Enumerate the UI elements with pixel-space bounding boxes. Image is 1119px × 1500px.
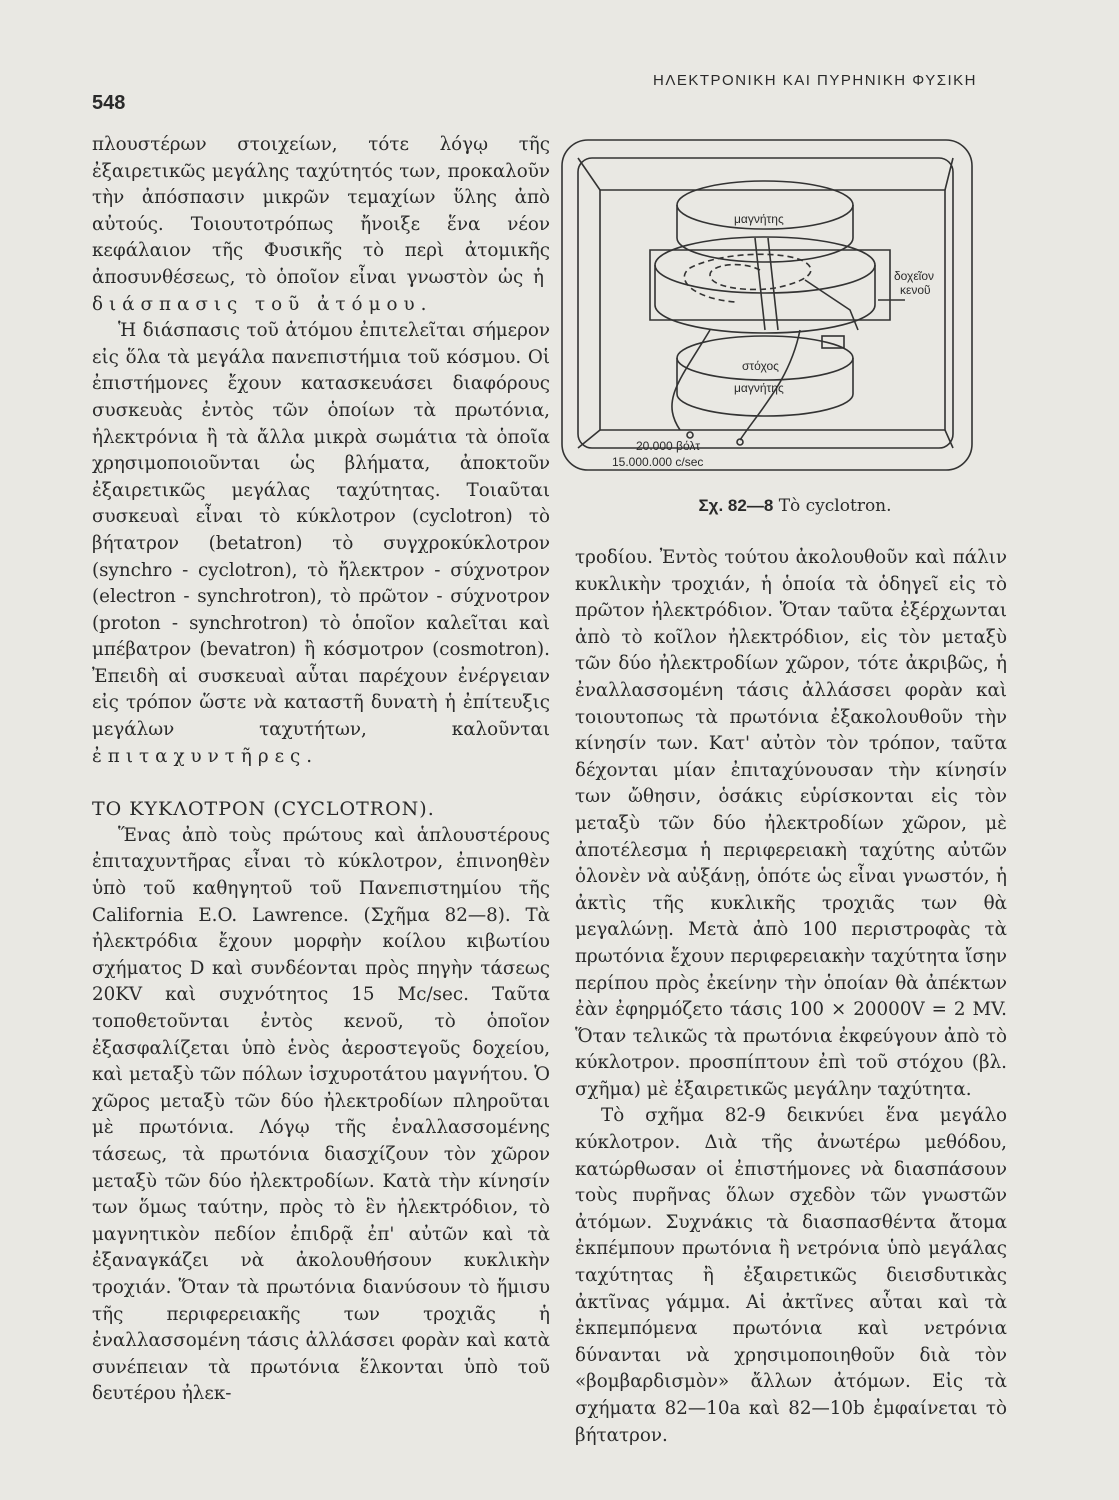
paragraph-accelerators-text: Ἡ διάσπασις τοῦ ἀτόμου ἐπιτελεῖται σήμερον εἰς ὅλα τὰ μεγάλα πανεπιστήμια τοῦ κόσμου. Οἱ ἐπιστήμονες ἔχουν κατασκευάσει διαφόρους συσκευὰς ἐντὸς τῶν ὁποίων τὰ πρωτόνια, ἠλεκτρόνια ἢ τὰ ἄλλα μικρὰ σωμάτια τὰ ὁποῖα χρησιμοποιοῦνται ὡς βλήματα, ἀποκτοῦν ἐξαιρετικῶς μεγάλας ταχύτητας. Τοιαῦται συσκευαὶ εἶναι τὸ κύκλοτρον (cyclotron) τὸ βήτατρον (betatron) τὸ συγχροκύκλοτρον (synchro - cyclotron), τὸ ἤλεκτρον - σύχνοτρον (electron - synchrotron), τὸ πρῶτον - σύχνοτρον (proton - synchrotron) τὸ ὁποῖον καλεῖται καὶ μπέβατρον (bevatron) ἢ κόσμοτρον (cosmotron). Ἐπειδὴ αἱ συσκευαὶ αὗται παρέχουν ἐνέργειαν εἰς τρόπον ὥστε νὰ καταστῆ δυνατὴ ἡ ἐπίτευξις μεγάλων ταχυτήτων, καλοῦνται	[92, 320, 550, 741]
paragraph-cyclotron: Ἕνας ἀπὸ τοὺς πρώτους καὶ ἁπλουστέρους ἐπιταχυντῆρας εἶναι τὸ κύκλοτρον, ἐπινοηθὲν ὑπὸ τοῦ καθηγητοῦ τοῦ Πανεπιστημίου τῆς California E.O. Lawrence. (Σχῆμα 82—8). Τὰ ἠλεκτρόδια ἔχουν μορφὴν κοίλου κιβωτίου σχήματος D καὶ συνδέονται πρὸς πηγὴν τάσεως 20KV καὶ συχνότητος 15 Mc/sec. Ταῦτα τοποθετοῦνται ἐντὸς κενοῦ, τὸ ὁποῖον ἐξασφαλίζεται ὑπὸ ἑνὸς ἀεροστεγοῦς δοχείου, καὶ μεταξὺ τῶν πόλων ἰσχυροτάτου μαγνήτου. Ὁ χῶρος μεταξὺ τῶν δύο ἠλεκτροδίων πληροῦται μὲ πρωτόνια. Λόγῳ τῆς ἐναλλασσομένης τάσεως, τὰ πρωτόνια διασχίζουν τὸν χῶρον μεταξὺ τῶν δύο ἠλεκτροδίων. Κατὰ τὴν κίνησίν των ὅμως ταύτην, πρὸς τὸ ἓν ἠλεκτρόδιον, τὸ μαγνητικὸν πεδίον ἐπιδρᾷ ἐπ' αὐτῶν καὶ τὰ ἐξαναγκάζει νὰ ἀκολουθήσουν κυκλικὴν τροχιάν. Ὅταν τὰ πρωτόνια διανύσουν τὸ ἥμισυ τῆς περιφερειακῆς των τροχιᾶς ἡ ἐναλλασσομένη τάσις ἀλλάσσει φορὰν καὶ κατὰ συνέπειαν τὰ πρωτόνια ἕλκονται ὑπὸ τοῦ δευτέρου ἠλεκ-	[92, 824, 550, 1405]
cyclotron-figure	[560, 130, 980, 475]
paragraph-accelerators	[92, 318, 550, 770]
emphasis-accelerators: ἐπιταχυντῆρες.	[92, 745, 319, 767]
label-magnet-bottom: μαγνήτης	[734, 381, 784, 395]
paragraph-intro	[92, 132, 550, 318]
figure-caption	[630, 496, 960, 516]
section-title: ΤΟ ΚΥΚΛΟΤΡΟΝ (CYCLOTRON).	[92, 798, 435, 821]
magnet-bottom	[677, 336, 853, 380]
paragraph-large-cyclotron: Τὸ σχῆμα 82-9 δεικνύει ἕνα μεγάλο κύκλοτρον. Διὰ τῆς ἀνωτέρω μεθόδου, κατώρθωσαν οἱ ἐπιστήμονες νὰ διασπάσουν τοὺς πυρῆνας ὅλων σχεδὸν τῶν γνωστῶν ἀτόμων. Συχνάκις τὰ διασπασθέντα ἄτομα ἐκπέμπουν πρωτόνια ἢ νετρόνια ὑπὸ μεγάλας ταχύτητας ἢ ἐξαιρετικῶς διεισδυτικὰς ἀκτῖνας γάμμα. Αἱ ἀκτῖνες αὗται καὶ τὰ ἐκπεμπόμενα πρωτόνια καὶ νετρόνια δύνανται νὰ χρησιμοποιηθοῦν διὰ τὸν «βομβαρδισμὸν» ἄλλων ἀτόμων. Εἰς τὰ σχήματα 82—10a καὶ 82—10b ἐμφαίνεται τὸ βήτατρον.	[575, 1105, 1007, 1446]
caption-number: Σχ. 82—8	[698, 496, 774, 515]
dee-gap	[755, 238, 778, 330]
left-column	[92, 132, 550, 1408]
label-vessel-line1: δοχεῖον	[894, 269, 935, 283]
label-volts: 20.000 βόλτ	[636, 439, 701, 453]
label-target: στόχος	[742, 359, 779, 373]
caption-text: Τὸ cyclotron.	[778, 496, 892, 516]
label-magnet-top: μαγνήτης	[734, 212, 784, 226]
label-vessel-line2: κενοῦ	[900, 283, 931, 297]
cyclotron-diagram	[560, 130, 980, 475]
paragraph-continued: τροδίου. Ἐντὸς τούτου ἀκολουθοῦν καὶ πάλιν κυκλικὴν τροχιάν, ἡ ὁποία τὰ ὁδηγεῖ εἰς τὸ πρῶτον ἠλεκτρόδιον. Ὅταν ταῦτα ἐξέρχωνται ἀπὸ τὸ κοῖλον ἠλεκτρόδιον, εἰς τὸν μεταξὺ τῶν δύο ἠλεκτροδίων χῶρον, τότε ἀκριβῶς, ἡ ἐναλλασσομένη τάσις ἀλλάσσει φορὰν καὶ τοιουτοπως τὰ πρωτόνια ἐξακολουθοῦν τὴν κίνησίν των. Κατ' αὐτὸν τὸν τρόπον, ταῦτα δέχονται μίαν ἐπιταχύνουσαν τὴν κίνησίν των ὤθησιν, ὁσάκις εὑρίσκονται εἰς τὸν μεταξὺ τῶν δύο ἠλεκτροδίων χῶρον, μὲ ἀποτέλεσμα ἡ περιφερειακὴ ταχύτης αὐτῶν ὁλονὲν νὰ αὐξάνῃ, ὁπότε ὡς εἶναι γνωστόν, ἡ ἀκτὶς τῆς κυκλικῆς τροχιᾶς των θὰ μεγαλώνῃ. Μετὰ ἀπὸ 100 περιστροφὰς τὰ πρωτόνια ἔχουν περιφερειακὴν ταχύτητα ἴσην περίπου πρὸς ἐκείνην τὴν ὁποίαν θὰ ἀπέκτων ἐὰν ἐφηρμόζετο τάσις 100 × 20000V = 2 MV. Ὅταν τελικῶς τὰ πρωτόνια ἐκφεύγουν ἀπὸ τὸ κύκλοτρον. προσπίπτουν ἐπὶ τοῦ στόχου (βλ. σχῆμα) μὲ ἐξαιρετικῶς μεγάλην ταχύτητα.	[575, 547, 1007, 1100]
running-head: ΗΛΕΚΤΡΟΝΙΚΗ ΚΑΙ ΠΥΡΗΝΙΚΗ ΦΥΣΙΚΗ	[653, 72, 977, 89]
emphasis-atom-splitting: ἡ διάσπασις τοῦ ἀτόμου.	[92, 266, 550, 315]
terminal-left	[687, 432, 693, 438]
right-column	[575, 545, 1007, 1449]
paragraph-intro-text: πλουστέρων στοιχείων, τότε λόγῳ τῆς ἐξαιρετικῶς μεγάλης ταχύτητός των, προκαλοῦν τὴν ἀπόσπασιν μικρῶν τεμαχίων ὕλης ἀπὸ αὐτούς. Τοιουτοτρόπως ἤνοιξε ἕνα νέον κεφάλαιον τῆς Φυσικῆς τὸ περὶ ἀτομικῆς ἀποσυνθέσεως, τὸ ὁποῖον εἶναι γνωστὸν ὡς	[92, 134, 550, 288]
label-frequency: 15.000.000 c/sec	[612, 455, 704, 469]
page-number: 548	[92, 92, 126, 114]
